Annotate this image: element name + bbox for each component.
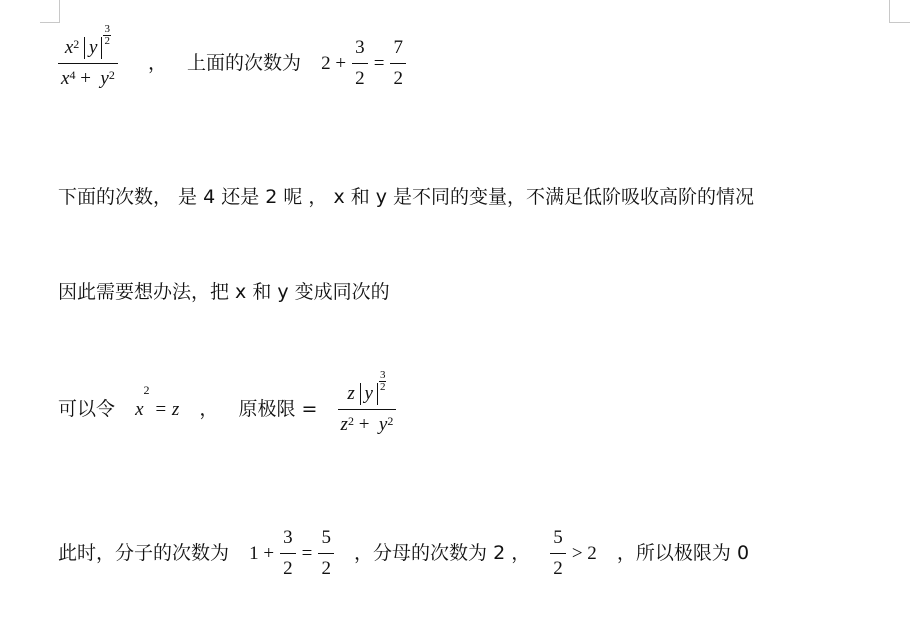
abs-y: y <box>360 383 378 405</box>
page-corner-marker-right <box>889 0 910 23</box>
line-1 <box>58 23 406 91</box>
abs-y: y <box>84 37 102 59</box>
expr-two-plus: 2 + <box>321 53 347 74</box>
line-5 <box>58 526 749 581</box>
text-let: 可以令 <box>58 398 116 420</box>
fraction-five-halves-compare: $\frac{5}{2}$ <box>550 526 566 581</box>
exponent-three-halves: $\frac{3}{2}$ <box>379 369 386 393</box>
fraction-three-halves: $\frac{3}{2}$ <box>280 526 296 581</box>
page-corner-marker-left <box>40 0 60 23</box>
separator-comma: ， <box>147 52 167 74</box>
fraction-three-halves: $\frac{3}{2}$ <box>352 36 368 91</box>
equals-sign: = <box>373 53 385 74</box>
text-conclusion: ，所以极限为 0 <box>616 542 750 564</box>
text-denominator-degree: ，分母的次数为 2 ， <box>354 542 531 564</box>
fraction-five-halves: $\frac{5}{2}$ <box>318 526 334 581</box>
exponent-three-halves: $\frac{3}{2}$ <box>104 23 110 47</box>
text-original-limit: 原极限 = <box>238 398 318 420</box>
line-2: 下面的次数， 是 4 还是 2 呢 ， x 和 y 是不同的变量，不满足低阶吸收高阶的情况 <box>58 186 755 208</box>
text-upper-degree: 上面的次数为 <box>187 52 302 74</box>
line-4 <box>58 369 396 437</box>
text-numerator-degree: 此时，分子的次数为 <box>58 542 230 564</box>
fraction-seven-halves: $\frac{7}{2}$ <box>390 36 406 91</box>
line-3: 因此需要想办法，把 x 和 y 变成同次的 <box>58 281 390 303</box>
separator-comma: ， <box>199 398 219 420</box>
fraction-zy-over-z2y2: z y $\frac{3}{2}$ $z^2 + y^2$ <box>338 382 397 437</box>
fraction-xy-over-x4y2: $x^2$ y $\frac{3}{2}$ $x^4 + y^2$ <box>58 36 118 91</box>
greater-than-two: > 2 <box>571 543 597 564</box>
equals-sign: = <box>301 543 313 564</box>
expr-one-plus: 1 + <box>249 543 275 564</box>
substitution-x2-eq-z: $x^2 = z$ <box>135 383 180 420</box>
